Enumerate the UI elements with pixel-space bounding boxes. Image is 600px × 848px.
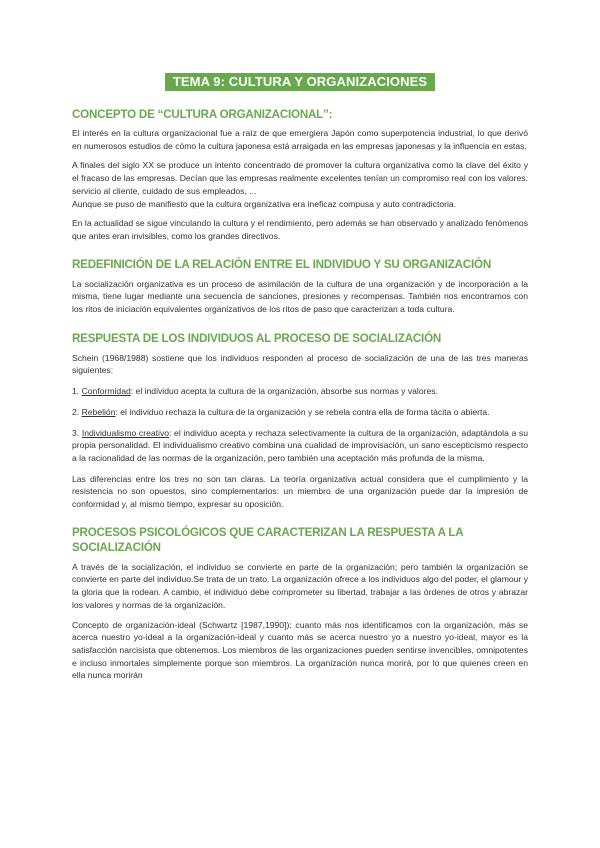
title-wrapper bbox=[72, 0, 528, 91]
paragraph-text: Aunque se puso de manifiesto que la cultura organizativa era ineficaz compusa y auto contradictoria. bbox=[72, 198, 457, 209]
paragraph: A través de la socialización, el individuo se convierte en parte de la organización; pero también la organización se convierte en parte del individuo.Se trata de un trato. La organización ofrece a los individuos algo del poder, el glamour y la gloria que la rodean. A cambio, el individuo debe comprometer su libertad, trabajar a las órdenes de otros y abrazar los valores y normas de la organización. bbox=[72, 561, 528, 610]
list-number: 3. bbox=[72, 427, 80, 438]
list-text: : el individuo rechaza la cultura de la organización y se rebela contra ella de forma tácita o abierta. bbox=[115, 406, 490, 417]
list-item bbox=[72, 406, 528, 419]
list-item bbox=[72, 427, 528, 465]
list-item bbox=[72, 385, 528, 398]
paragraph bbox=[72, 159, 528, 210]
section-heading-redefinicion: REDEFINICIÓN DE LA RELACIÓN ENTRE EL INDIVIDUO Y SU ORGANIZACIÓN bbox=[72, 257, 491, 271]
paragraph: Concepto de organización-ideal (Schwartz [1987,1990]): cuanto más nos identificamos con la organización, más se acerca nuestro yo-ideal a la organización-ideal y cuanto más se acerca nuestro yo a nuestro yo-ideal, mayor es la satisfacción narcisista que obtenemos. Los miembros de las organizaciones pueden sentirse invencibles, omnipotentes e incluso inmortales simplemente porque son miembros. La organización nunca morirá, por lo que quienes creen en ella nunca morirán bbox=[72, 619, 528, 681]
page-title: TEMA 9: CULTURA Y ORGANIZACIONES bbox=[165, 73, 435, 91]
section-heading-concepto: CONCEPTO DE “CULTURA ORGANIZACIONAL”: bbox=[72, 108, 333, 121]
list-text: : el individuo acepta y rechaza selectivamente la cultura de la organización, adaptándola a su propia personalidad. El individualismo creativo combina una cualidad de improvisación, un sano escepticismo respecto a la racionalidad de las normas de la organización, pero también una aceptación más profunda de la misma. bbox=[72, 427, 529, 463]
paragraph-text: A finales del siglo XX se produce un intento concentrado de promover la cultura organizativa como la clave del éxito y el fracaso de las empresas. Decían que las empresas realmente excelentes tenían un compromiso real con los valores: servicio al cliente, cuidado de sus empleados, ... bbox=[72, 160, 528, 196]
section-heading-respuesta: RESPUESTA DE LOS INDIVIDUOS AL PROCESO DE SOCIALIZACIÓN bbox=[72, 331, 442, 345]
list-term: Rebelión bbox=[81, 406, 116, 417]
paragraph: En la actualidad se sigue vinculando la cultura y el rendimiento, pero además se han observado y analizado fenómenos que antes eran invisibles, como los grandes directivos. bbox=[72, 218, 528, 241]
paragraph: Schein (1968/1988) sostiene que los individuos responden al proceso de socialización de una de las tres maneras siguientes: bbox=[72, 352, 528, 376]
paragraph: La socialización organizativa es un proceso de asimilación de la cultura de una organización y de incorporación a la misma, tiene lugar mediante una secuencia de sanciones, presiones y recompensas. También nos encontramos con los ritos de iniciación equivalentes organizativos de los ritos de paso que caracterizan a toda cultura. bbox=[72, 278, 528, 315]
list-term: Individualismo creativo bbox=[81, 427, 170, 438]
paragraph: El interés en la cultura organizacional fue a raíz de que emergiera Japón como superpotencia industrial, lo que derivó en numerosos estudios de cómo la cultura japonesa está arraigada en las empresas japonesas y la influencia en estas. bbox=[72, 128, 528, 151]
list-number: 1. bbox=[72, 386, 80, 397]
section-heading-procesos: PROCESOS PSICOLÓGICOS QUE CARACTERIZAN LA RESPUESTA A LA SOCIALIZACIÓN bbox=[72, 525, 463, 554]
list-number: 2. bbox=[72, 406, 80, 417]
list-text: : el individuo acepta la cultura de la organización, absorbe sus normas y valores. bbox=[130, 386, 438, 397]
paragraph: Las diferencias entre los tres no son tan claras. La teoría organizativa actual considera que el cumplimiento y la resistencia no son opuestos, sino complementarios: un miembro de una organización puede dar la impresión de conformidad y, al mismo tiempo, expresar su oposición. bbox=[72, 473, 528, 510]
list-term: Conformidad bbox=[81, 386, 131, 397]
